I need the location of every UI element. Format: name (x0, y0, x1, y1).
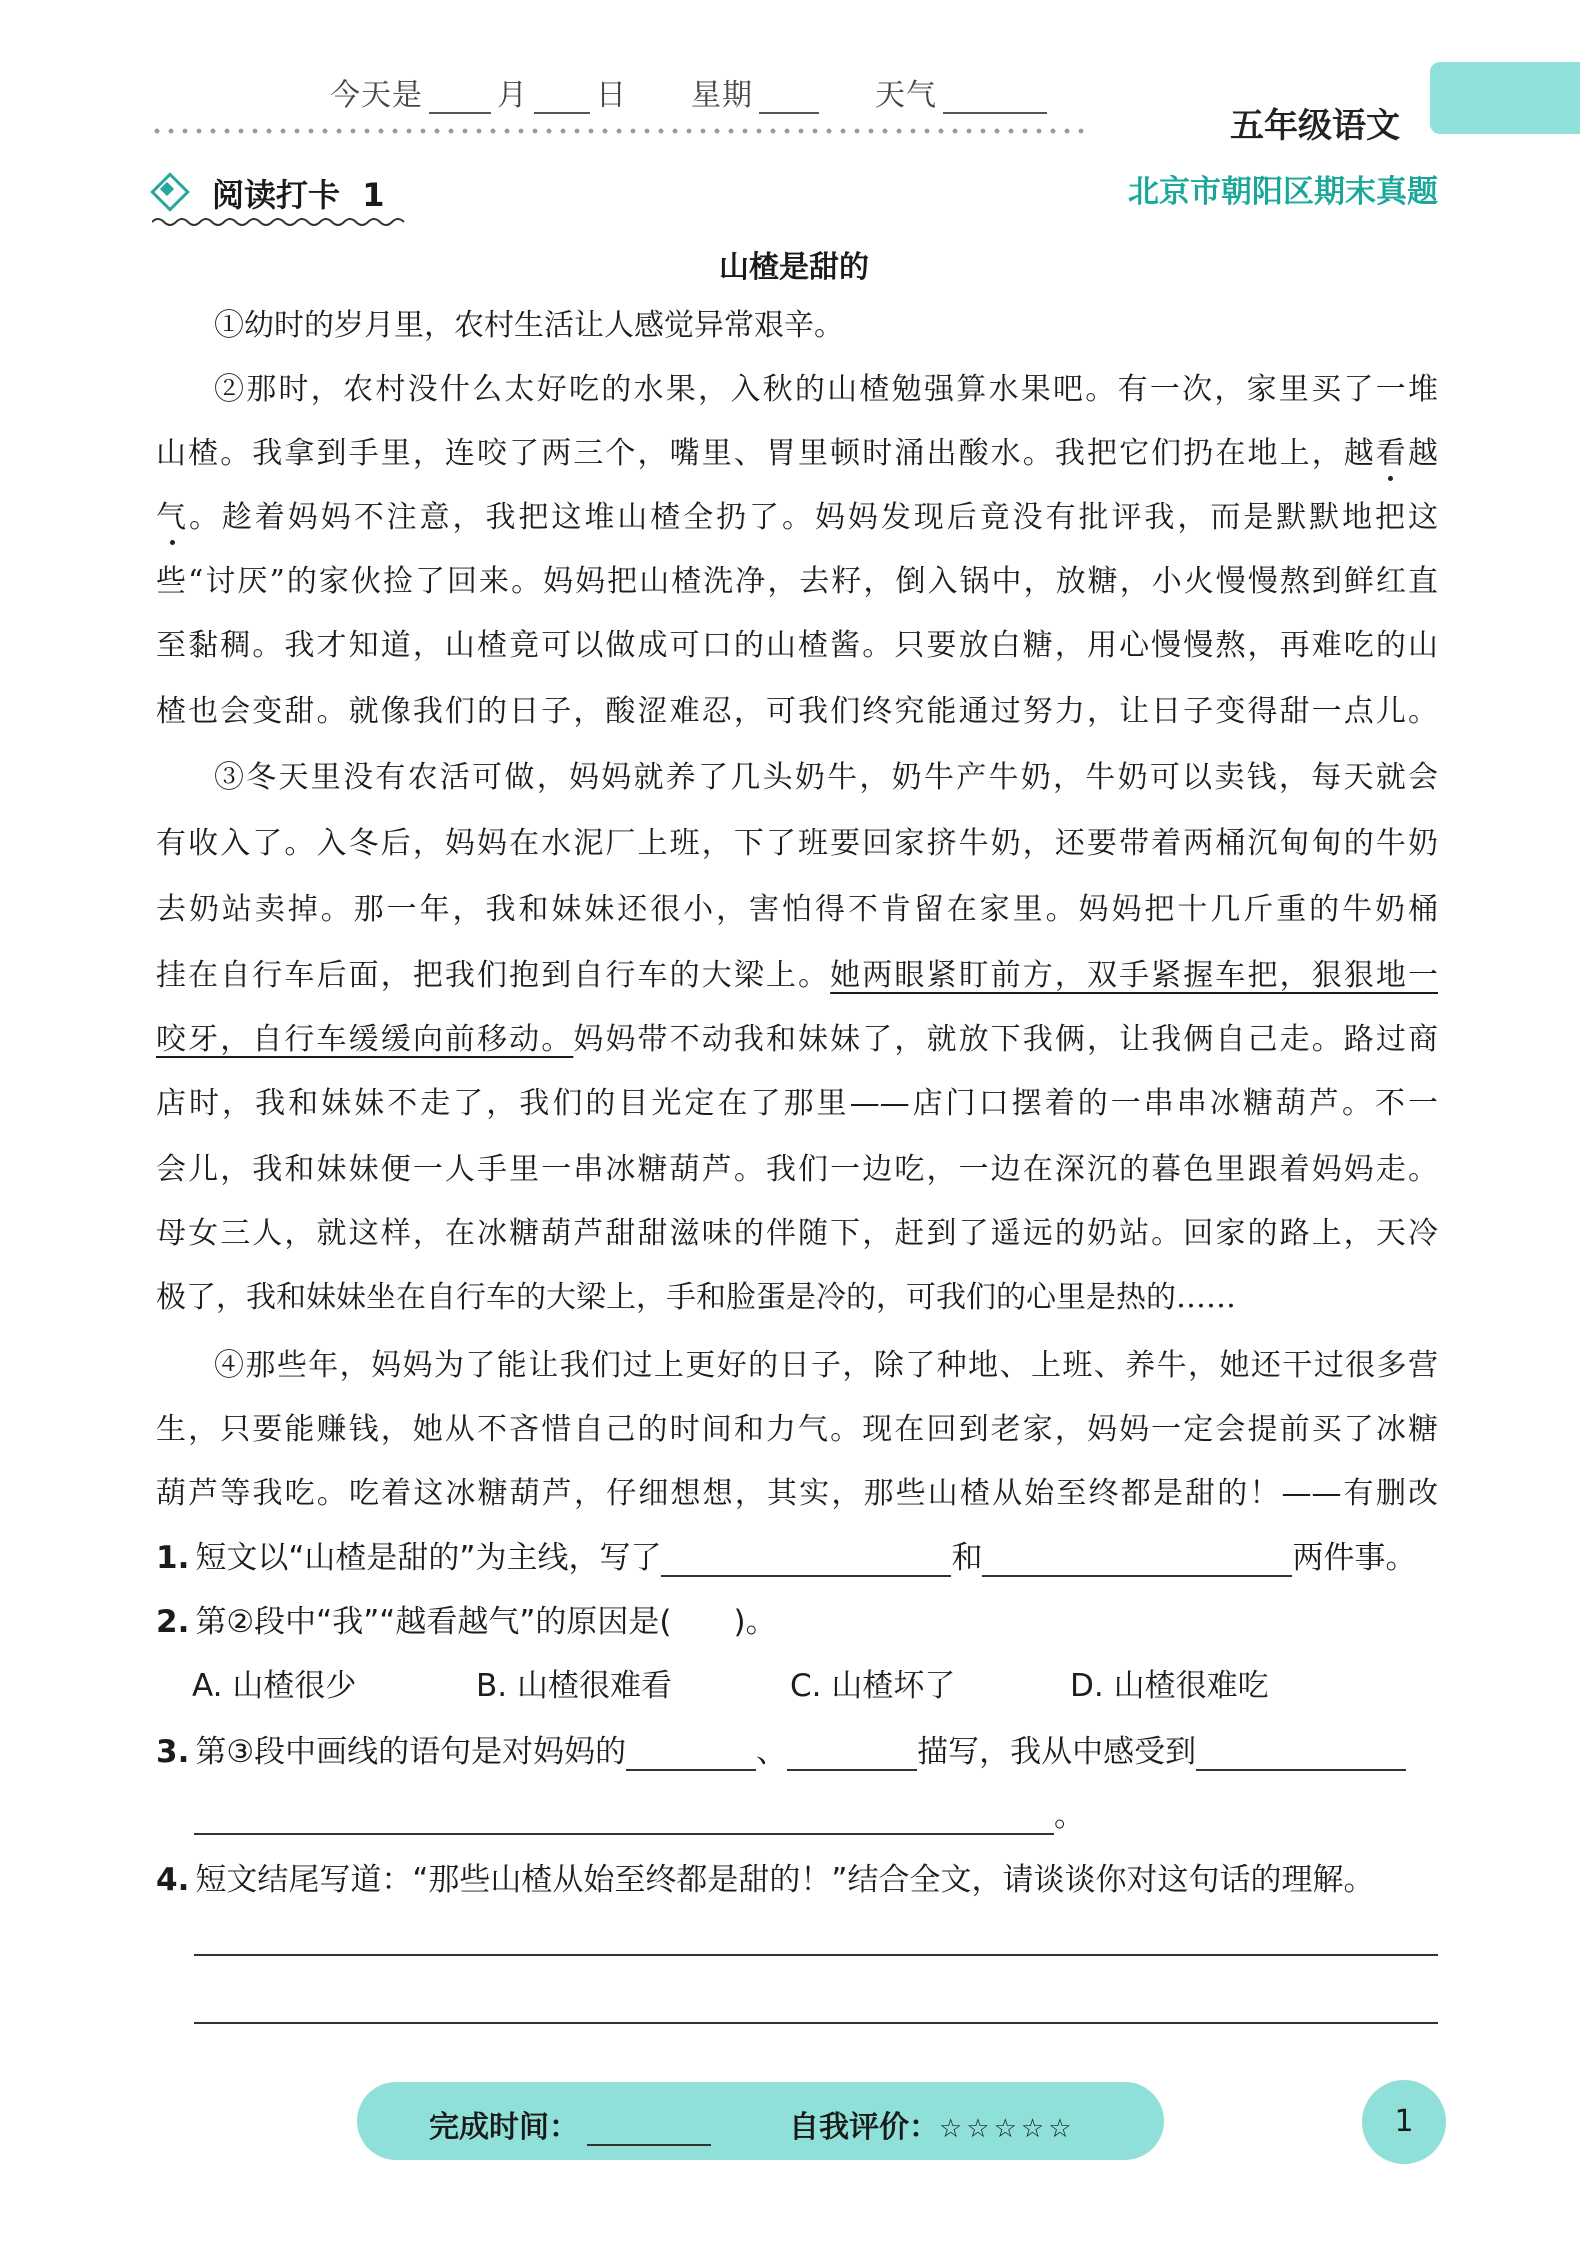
date-today-label: 今天是 (330, 78, 423, 113)
article-line: 去奶站卖掉。那一年，我和妹妹还很小，害怕得不肯留在家里。妈妈把十几斤重的牛奶桶 (156, 892, 1438, 927)
question-text: 短文结尾写道：“那些山楂从始至终都是甜的！”结合全文，请谈谈你对这句话的理解。 (195, 1862, 1375, 1898)
article-line: 至黏稠。我才知道，山楂竟可以做成可口的山楂酱。只要放白糖，用心慢慢熬，再难吃的山 (156, 628, 1438, 663)
weather-label: 天气 (875, 78, 937, 113)
article-text: 山楂。我拿到手里，连咬了两三个，嘴里、胃里顿时涌出酸水。我把它们扔在地上， (156, 436, 1344, 471)
option-d[interactable]: D. 山楂很难吃 (1070, 1668, 1269, 1704)
article-line: ②那时，农村没什么太好吃的水果，入秋的山楂勉强算水果吧。有一次，家里买了一堆 (214, 372, 1438, 407)
article-title: 山楂是甜的 (719, 250, 869, 285)
question-4 (156, 1854, 1374, 1899)
article-line (156, 428, 1438, 472)
article-line (156, 950, 1438, 994)
answer-blank[interactable] (194, 1803, 1054, 1835)
answer-blank[interactable] (982, 1545, 1292, 1577)
day-blank[interactable] (534, 84, 590, 114)
completion-time-label: 完成时间： (429, 2110, 579, 2145)
article-line: 会儿，我和妹妹便一人手里一串冰糖葫芦。我们一边吃，一边在深沉的暮色里跟着妈妈走。 (156, 1152, 1438, 1187)
article-line: 母女三人，就这样，在冰糖葫芦甜甜滋味的伴随下，赶到了遥远的奶站。回家的路上，天冷 (156, 1216, 1438, 1251)
article-text: 挂在自行车后面，把我们抱到自行车的大梁上。 (156, 958, 831, 993)
wavy-underline-icon (152, 216, 412, 228)
article-line: ④那些年，妈妈为了能让我们过上更好的日子，除了种地、上班、养牛，她还干过很多营 (214, 1348, 1438, 1383)
weather-blank[interactable] (943, 84, 1047, 114)
question-3-continuation (194, 1790, 1085, 1835)
star-rating-icon[interactable]: ☆☆☆☆☆ (939, 2114, 1076, 2144)
weekday-label: 星期 (691, 78, 753, 113)
weekday-blank[interactable] (759, 84, 819, 114)
month-blank[interactable] (429, 84, 491, 114)
question-text: 、 (756, 1734, 788, 1770)
question-1 (156, 1532, 1416, 1577)
grade-tab (1180, 62, 1580, 146)
option-a[interactable]: A. 山楂很少 (192, 1668, 357, 1704)
article-line: 店时，我和妹妹不走了，我们的目光定在了那里——店门口摆着的一串串冰糖葫芦。不一 (156, 1086, 1438, 1121)
question-text: 。 (1054, 1798, 1085, 1834)
answer-line[interactable] (194, 2022, 1438, 2024)
underlined-sentence: 咬牙，自行车缓缓向前移动。 (156, 1022, 574, 1057)
month-label: 月 (497, 78, 528, 113)
section-number: 1 (362, 176, 385, 214)
article-line: 楂也会变甜。就像我们的日子，酸涩难忍，可我们终究能通过努力，让日子变得甜一点儿。 (156, 694, 1438, 729)
article-line: 些“讨厌”的家伙捡了回来。妈妈把山楂洗净，去籽，倒入锅中，放糖，小火慢慢熬到鲜红直 (156, 564, 1438, 599)
article-line (156, 1014, 1438, 1058)
question-number: 1. (156, 1540, 190, 1576)
article-line: ③冬天里没有农活可做，妈妈就养了几头奶牛，奶牛产牛奶，牛奶可以卖钱，每天就会 (214, 760, 1438, 795)
article-line: 葫芦等我吃。吃着这冰糖葫芦，仔细想想，其实，那些山楂从始至终都是甜的！——有删改 (156, 1476, 1438, 1511)
article-line: ①幼时的岁月里，农村生活让人感觉异常艰辛。 (214, 308, 844, 343)
page-number: 1 (1362, 2080, 1446, 2164)
option-c[interactable]: C. 山楂坏了 (790, 1668, 956, 1704)
article-line: 极了，我和妹妹坐在自行车的大梁上，手和脸蛋是冷的，可我们的心里是热的…… (156, 1280, 1236, 1315)
answer-blank[interactable] (787, 1739, 917, 1771)
question-text: 和 (951, 1540, 983, 1576)
article-text: 妈妈带不动我和妹妹了，就放下我俩，让我俩自己走。路过商 (573, 1022, 1439, 1057)
answer-blank[interactable] (626, 1739, 756, 1771)
grade-label: 五年级语文 (1230, 106, 1400, 146)
article-line: 生，只要能赚钱，她从不吝惜自己的时间和力气。现在回到老家，妈妈一定会提前买了冰糖 (156, 1412, 1438, 1447)
question-number: 4. (156, 1862, 190, 1898)
question-number: 3. (156, 1734, 190, 1770)
self-evaluation (789, 2102, 1076, 2146)
option-b[interactable]: B. 山楂很难看 (476, 1668, 672, 1704)
emphasis-text: 气 (156, 500, 189, 535)
answer-line[interactable] (194, 1954, 1438, 1956)
question-text: 第③段中画线的语句是对妈妈的 (195, 1734, 627, 1770)
question-number: 2. (156, 1604, 190, 1640)
answer-blank[interactable] (661, 1545, 951, 1577)
question-3 (156, 1726, 1406, 1771)
underlined-sentence: 她两眼紧盯前方，双手紧握车把，狠狠地一 (830, 958, 1439, 993)
completion-time-blank[interactable] (587, 2116, 711, 2146)
article-line: 有收入了。入冬后，妈妈在水泥厂上班，下了班要回家挤牛奶，还要带着两桶沉甸甸的牛奶 (156, 826, 1438, 861)
footer-bar (357, 2082, 1164, 2160)
section-title-text: 阅读打卡 (212, 176, 341, 214)
self-eval-label: 自我评价： (789, 2110, 939, 2145)
day-label: 日 (596, 78, 627, 113)
question-text: 短文以“山楂是甜的”为主线，写了 (195, 1540, 662, 1576)
emphasis-text: 越看越 (1343, 436, 1439, 471)
dotted-divider (150, 128, 1090, 134)
question-text: 第②段中“我”“越看越气”的原因是( )。 (195, 1604, 777, 1640)
question-text: 描写，我从中感受到 (917, 1734, 1197, 1770)
grade-tab-bg (1430, 62, 1580, 134)
question-2 (156, 1596, 777, 1641)
date-line (330, 70, 1053, 114)
question-text: 两件事。 (1292, 1540, 1417, 1576)
source-label: 北京市朝阳区期末真题 (1128, 174, 1438, 210)
article-text: 。趁着妈妈不注意，我把这堆山楂全扔了。妈妈发现后竟没有批评我，而是默默地把这 (188, 500, 1439, 535)
completion-time (429, 2102, 711, 2146)
article-line (156, 492, 1438, 536)
answer-blank[interactable] (1196, 1739, 1406, 1771)
